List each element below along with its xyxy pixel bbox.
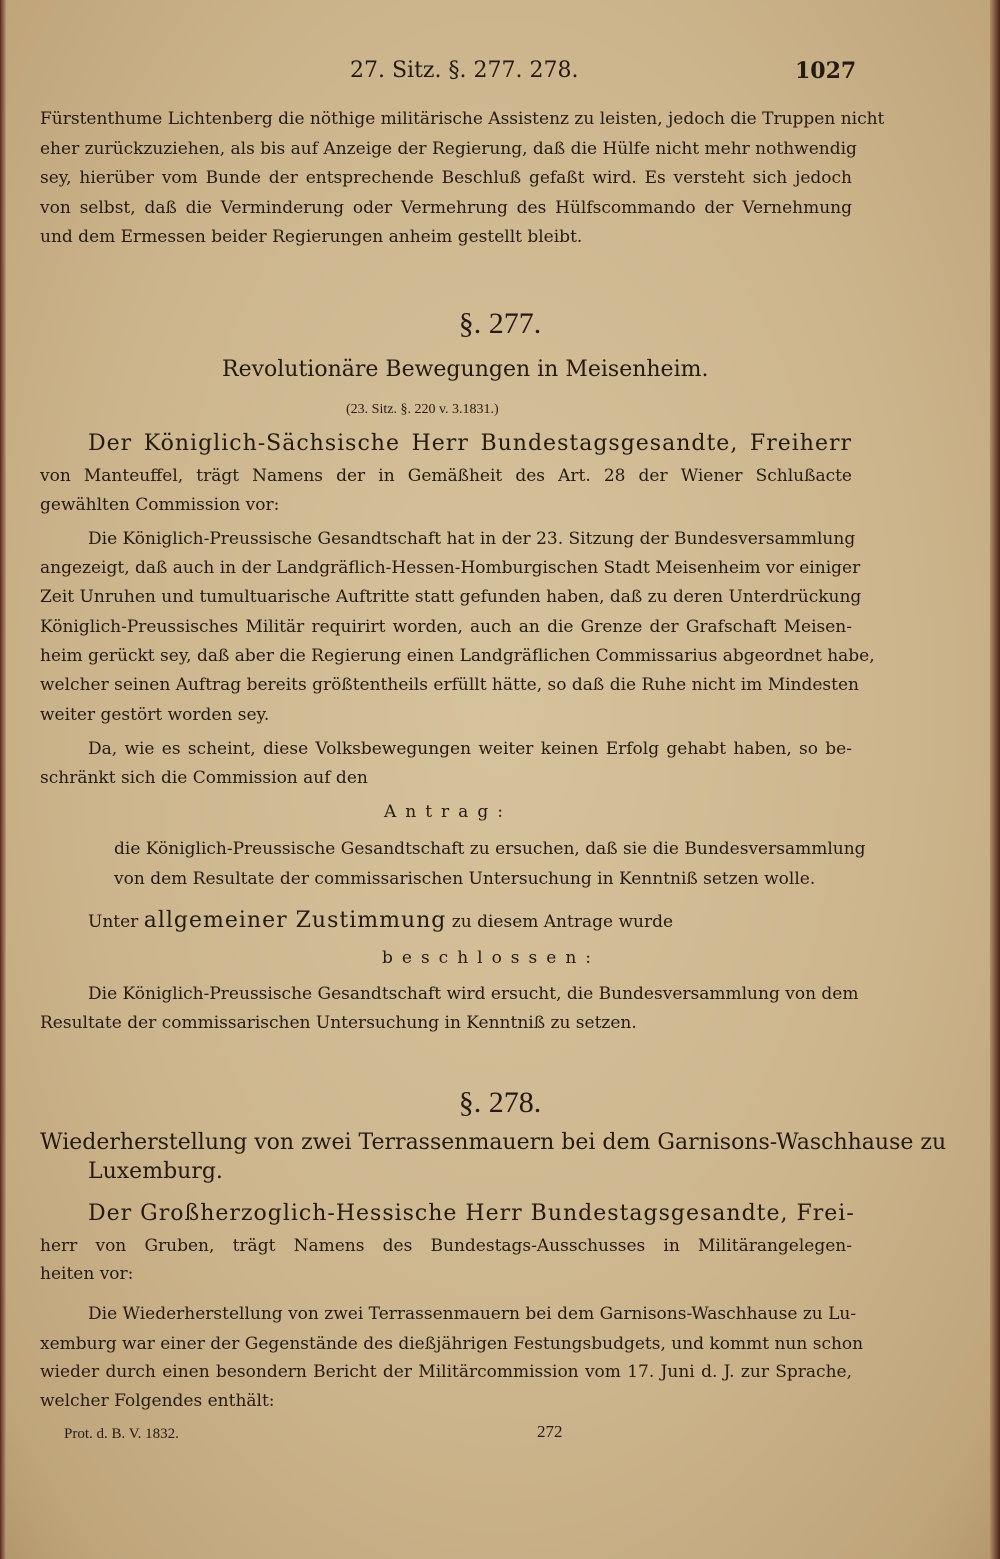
text-line: von selbst, daß die Verminderung oder Vermehrung des Hülfscommando der Vernehmung bbox=[40, 198, 852, 218]
assent-after: zu diesem Antrage wurde bbox=[451, 912, 674, 932]
footer-signature: Prot. d. B. V. 1832. bbox=[64, 1426, 179, 1442]
text-line: heiten vor: bbox=[40, 1264, 134, 1284]
text-line: Die Königlich-Preussische Gesandtschaft wird ersucht, die Bundesversammlung von dem bbox=[88, 984, 859, 1004]
text-line: und dem Ermessen beider Regierungen anheim gestellt bleibt. bbox=[40, 227, 583, 247]
section-number: §. 277. bbox=[458, 307, 542, 340]
text-line: Königlich-Preussisches Militär requirirt worden, auch an die Grenze der Grafschaft Meisen- bbox=[40, 617, 852, 637]
text-line: von dem Resultate der commissarischen Untersuchung in Kenntniß setzen wolle. bbox=[114, 869, 816, 889]
text-line: xemburg war einer der Gegenstände des dießjährigen Festungsbudgets, und kommt nun schon bbox=[40, 1334, 864, 1354]
text-line: sey, hierüber vom Bunde der entsprechende Beschluß gefaßt wird. Es versteht sich jedoch bbox=[40, 168, 852, 188]
text-line: gewählten Commission vor: bbox=[40, 495, 280, 515]
text-line: Der Königlich-Sächsische Herr Bundestagsgesandte, Freiherr bbox=[88, 431, 852, 456]
sheet-number: 272 bbox=[537, 1422, 563, 1441]
text-line: die Königlich-Preussische Gesandtschaft zu ersuchen, daß sie die Bundesversammlung bbox=[114, 839, 866, 859]
section-title-cont: Luxemburg. bbox=[88, 1159, 223, 1184]
section-title: Wiederherstellung von zwei Terrassenmauern bei dem Garnisons-Waschhause zu bbox=[40, 1130, 947, 1155]
page-edge-right bbox=[990, 0, 1000, 1559]
text-line: eher zurückzuziehen, als bis auf Anzeige der Regierung, daß die Hülfe nicht mehr nothwendig bbox=[40, 139, 857, 159]
running-head: 27. Sitz. §. 277. 278. bbox=[350, 58, 579, 83]
assent-emphasis: allgemeiner Zustimmung bbox=[143, 908, 447, 933]
text-line: Der Großherzoglich-Hessische Herr Bundestagsgesandte, Frei- bbox=[88, 1201, 855, 1226]
text-line: Die Königlich-Preussische Gesandtschaft hat in der 23. Sitzung der Bundesversammlung bbox=[88, 529, 856, 549]
text-line: wieder durch einen besondern Bericht der Militärcommission vom 17. Juni d. J. zur Sprache, bbox=[40, 1362, 852, 1382]
section-number: §. 278. bbox=[458, 1086, 542, 1119]
text-line: von Manteuffel, trägt Namens der in Gemäßheit des Art. 28 der Wiener Schlußacte bbox=[40, 466, 852, 486]
assent-line bbox=[88, 910, 673, 933]
text-line: angezeigt, daß auch in der Landgräflich-Hessen-Homburgischen Stadt Meisenheim vor einiger bbox=[40, 558, 861, 578]
page-number: 1027 bbox=[795, 58, 857, 84]
text-line: Zeit Unruhen und tumultuarische Auftritte statt gefunden haben, daß zu deren Unterdrückung bbox=[40, 587, 862, 607]
text-line: Da, wie es scheint, diese Volksbewegungen weiter keinen Erfolg gehabt haben, so be- bbox=[88, 739, 852, 759]
section-title: Revolutionäre Bewegungen in Meisenheim. bbox=[222, 357, 709, 382]
section-reference: (23. Sitz. §. 220 v. 3.1831.) bbox=[346, 402, 499, 417]
text-line: schränkt sich die Commission auf den bbox=[40, 768, 368, 788]
text-line: Die Wiederherstellung von zwei Terrassenmauern bei dem Garnisons-Waschhause zu Lu- bbox=[88, 1304, 857, 1324]
assent-before: Unter bbox=[88, 912, 139, 932]
text-line: heim gerückt sey, daß aber die Regierung einen Landgräflichen Commissarius abgeordnet habe, bbox=[40, 646, 875, 666]
page-edge-left bbox=[0, 0, 6, 1559]
text-line: herr von Gruben, trägt Namens des Bundestags-Ausschusses in Militärangelegen- bbox=[40, 1236, 852, 1256]
text-line: welcher seinen Auftrag bereits größtentheils erfüllt hätte, so daß die Ruhe nicht im Mindesten bbox=[40, 675, 859, 695]
text-line: Resultate der commissarischen Untersuchung in Kenntniß zu setzen. bbox=[40, 1013, 637, 1033]
text-line: weiter gestört worden sey. bbox=[40, 705, 270, 725]
text-line: Fürstenthume Lichtenberg die nöthige militärische Assistenz zu leisten, jedoch die Truppen nicht bbox=[40, 109, 885, 129]
text-line: welcher Folgendes enthält: bbox=[40, 1391, 275, 1411]
antrag-label: Antrag: bbox=[384, 802, 512, 822]
beschlossen-label: beschlossen: bbox=[382, 948, 600, 968]
